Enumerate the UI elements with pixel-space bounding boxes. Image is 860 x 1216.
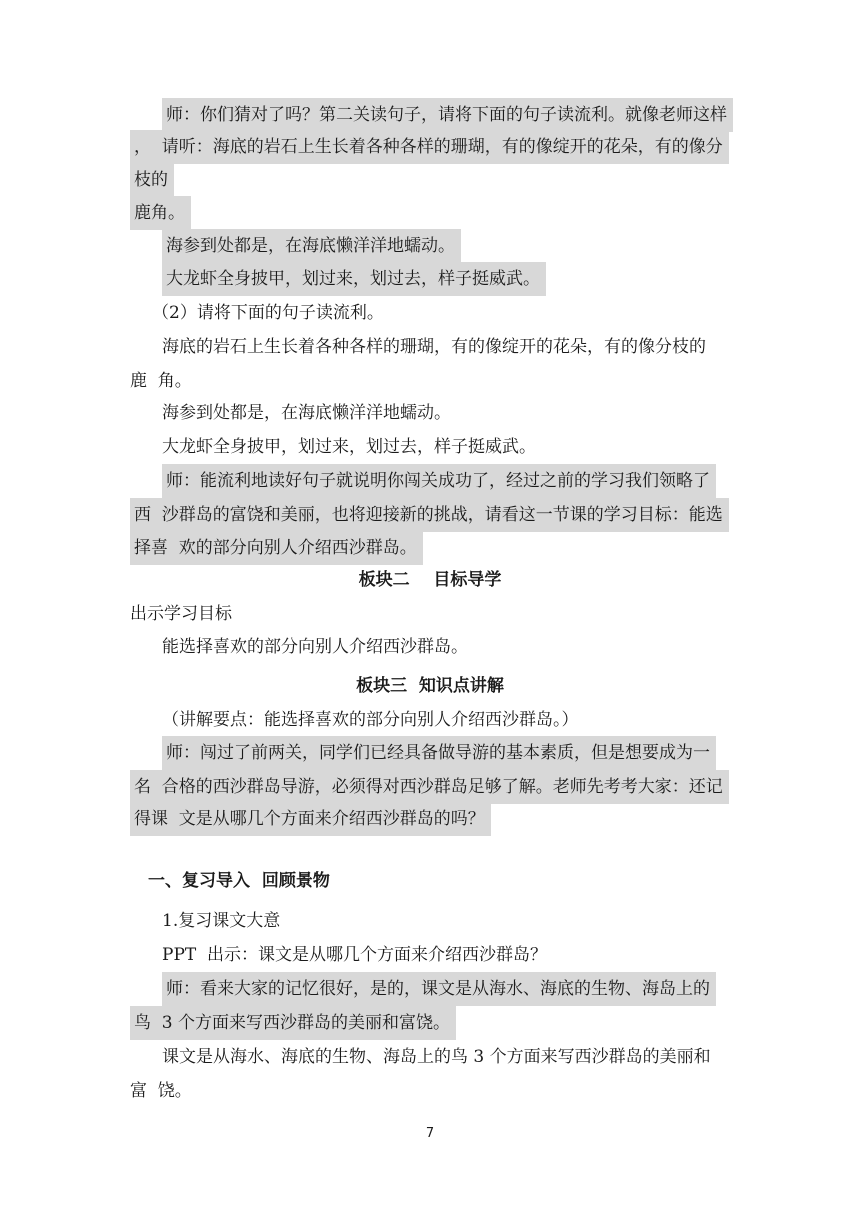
section-heading: 一、复习导入 回顾景物 (148, 871, 330, 891)
highlighted-text-line: 海参到处都是，在海底懒洋洋地蠕动。 (162, 229, 461, 263)
text-line: 出示学习目标 (130, 604, 232, 624)
text-line: 1.复习课文大意 (162, 911, 281, 931)
highlighted-text-line: 择喜 欢的部分向别人介绍西沙群岛。 (130, 531, 423, 565)
text-line: 海底的岩石上生长着各种各样的珊瑚，有的像绽开的花朵，有的像分枝的 (162, 337, 706, 357)
text-line: （讲解要点：能选择喜欢的部分向别人介绍西沙群岛。） (162, 710, 579, 730)
highlighted-text-line: 师：看来大家的记忆很好，是的，课文是从海水、海底的生物、海岛上的 (162, 972, 716, 1006)
page-number: 7 (425, 1126, 435, 1141)
text-line: 鹿 角。 (130, 371, 192, 391)
highlighted-text-line: 大龙虾全身披甲，划过来，划过去，样子挺威武。 (162, 262, 546, 296)
text-line: 能选择喜欢的部分向别人介绍西沙群岛。 (162, 637, 468, 657)
highlighted-text-line: ， 请听：海底的岩石上生长着各种各样的珊瑚，有的像绽开的花朵，有的像分 (130, 130, 729, 164)
highlighted-text-line: 师：闯过了前两关，同学们已经具备做导游的基本素质，但是想要成为一 (162, 736, 716, 770)
highlighted-text-line: 西 沙群岛的富饶和美丽，也将迎接新的挑战，请看这一节课的学习目标：能选 (130, 498, 729, 532)
highlighted-text-line: 师：你们猜对了吗？第二关读句子，请将下面的句子读流利。就像老师这样 (162, 98, 733, 132)
text-line: 课文是从海水、海底的生物、海岛上的鸟 3 个方面来写西沙群岛的美丽和 (162, 1047, 711, 1067)
text-line: （2）请将下面的句子读流利。 (152, 303, 384, 323)
highlighted-text-line: 师：能流利地读好句子就说明你闯关成功了，经过之前的学习我们领略了 (162, 464, 716, 498)
highlighted-text-line: 得课 文是从哪几个方面来介绍西沙群岛的吗？ (130, 802, 491, 836)
highlighted-text-line: 鹿角。 (130, 196, 191, 230)
heading-block-3: 板块三 知识点讲解 (356, 676, 504, 696)
highlighted-text-line: 名 合格的西沙群岛导游，必须得对西沙群岛足够了解。老师先考考大家：还记 (130, 770, 729, 804)
text-line: PPT 出示：课文是从哪几个方面来介绍西沙群岛？ (162, 945, 548, 965)
text-line: 海参到处都是，在海底懒洋洋地蠕动。 (162, 403, 451, 423)
text-line: 大龙虾全身披甲，划过来，划过去，样子挺威武。 (162, 437, 536, 457)
highlighted-text-line: 枝的 (130, 163, 174, 197)
highlighted-text-line: 鸟 3 个方面来写西沙群岛的美丽和富饶。 (130, 1006, 456, 1040)
text-line: 富 饶。 (130, 1081, 192, 1101)
heading-block-2: 板块二 目标导学 (358, 570, 502, 590)
